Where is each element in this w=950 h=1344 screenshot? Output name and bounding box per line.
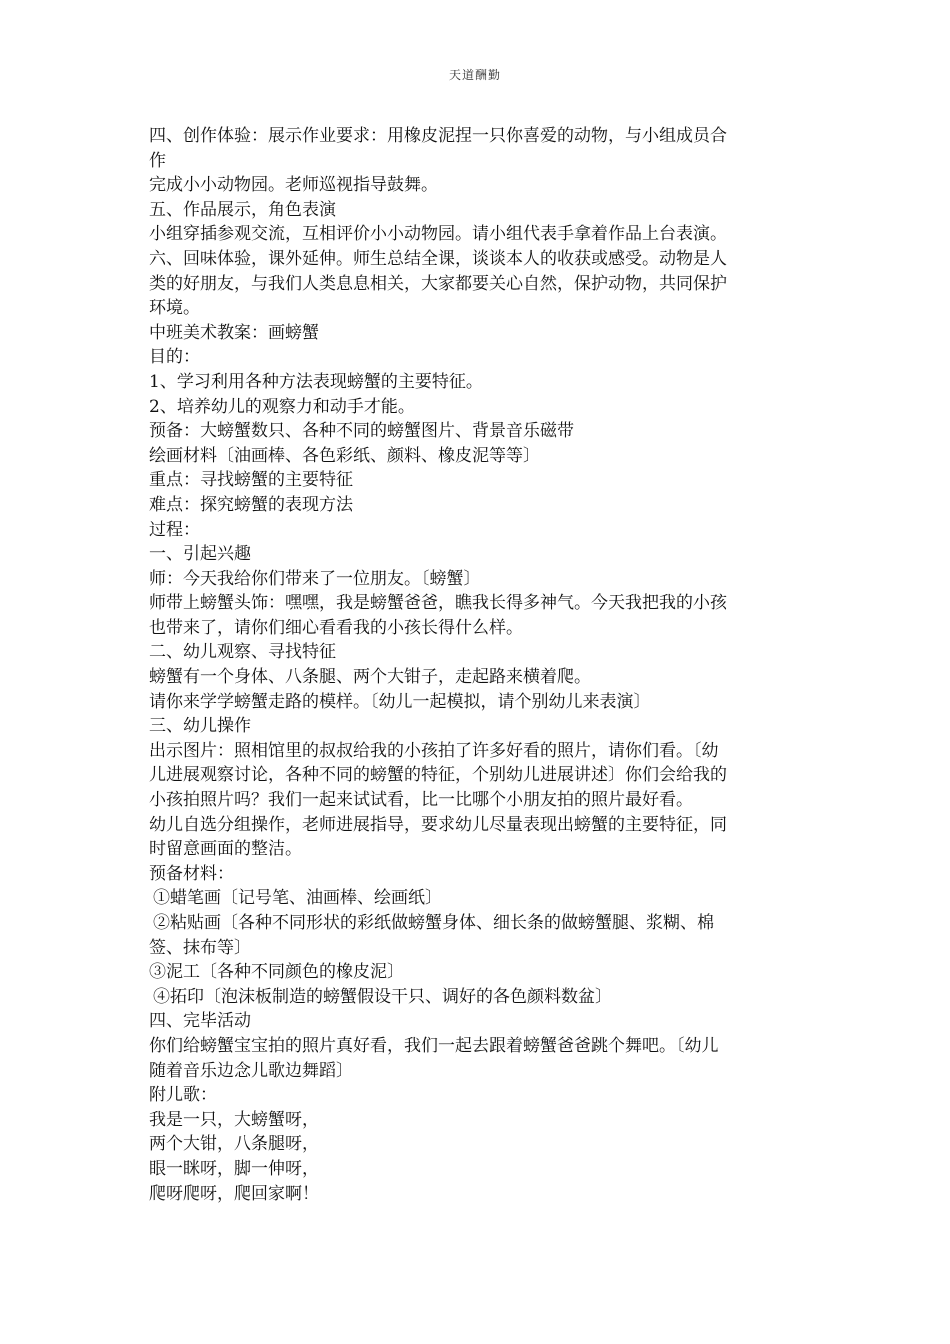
text-line: 请你来学学螃蟹走路的模样。〔幼儿一起模拟，请个别幼儿来表演〕 bbox=[149, 691, 651, 712]
text-line: 师带上螃蟹头饰：嘿嘿，我是螃蟹爸爸，瞧我长得多神气。今天我把我的小孩 bbox=[149, 593, 727, 614]
document-body bbox=[149, 124, 804, 1206]
text-line: 小孩拍照片吗？我们一起来试试看，比一比哪个小朋友拍的照片最好看。 bbox=[149, 790, 693, 811]
text-line: 过程： bbox=[149, 519, 200, 540]
text-line: 1、学习利用各种方法表现螃蟹的主要特征。 bbox=[149, 371, 483, 392]
text-line: 难点：探究螃蟹的表现方法 bbox=[149, 494, 353, 515]
song-line: 眼一眯呀，脚一伸呀， bbox=[149, 1158, 319, 1179]
text-line: 时留意画面的整洁。 bbox=[149, 839, 302, 860]
list-item: ④拓印〔泡沫板制造的螃蟹假设干只、调好的各色颜料数盆〕 bbox=[153, 986, 612, 1007]
text-line: 作 bbox=[149, 150, 166, 171]
song-line: 我是一只，大螃蟹呀， bbox=[149, 1109, 319, 1130]
page-header: 天道酬勤 bbox=[448, 68, 501, 82]
text-line: 小组穿插参观交流，互相评价小小动物园。请小组代表手拿着作品上台表演。 bbox=[149, 224, 727, 245]
text-line: 你们给螃蟹宝宝拍的照片真好看，我们一起去跟着螃蟹爸爸跳个舞吧。〔幼儿 bbox=[149, 1035, 719, 1056]
section-heading: 六、回味体验，课外延伸。师生总结全课，谈谈本人的收获或感受。动物是人 bbox=[149, 248, 727, 269]
section-heading: 五、作品展示，角色表演 bbox=[149, 199, 336, 220]
text-line: 四、创作体验：展示作业要求：用橡皮泥捏一只你喜爱的动物，与小组成员合 bbox=[149, 126, 727, 146]
text-line: 类的好朋友，与我们人类息息相关，大家都要关心自然，保护动物，共同保护 bbox=[149, 273, 727, 294]
text-line: 师：今天我给你们带来了一位朋友。〔螃蟹〕 bbox=[149, 568, 481, 589]
text-line: 绘画材料〔油画棒、各色彩纸、颜料、橡皮泥等等〕 bbox=[149, 445, 540, 466]
text-line: 环境。 bbox=[149, 298, 200, 319]
section-heading: 三、幼儿操作 bbox=[149, 716, 251, 737]
text-line: 预备：大螃蟹数只、各种不同的螃蟹图片、背景音乐磁带 bbox=[149, 421, 574, 442]
text-line: 完成小小动物园。老师巡视指导鼓舞。 bbox=[149, 175, 438, 196]
text-line: 螃蟹有一个身体、八条腿、两个大钳子，走起路来横着爬。 bbox=[149, 667, 591, 688]
list-item: ③泥工〔各种不同颜色的橡皮泥〕 bbox=[149, 962, 404, 983]
text-line: 儿进展观察讨论，各种不同的螃蟹的特征，个别幼儿进展讲述〕你们会给我的 bbox=[149, 765, 727, 786]
lesson-title: 中班美术教案：画螃蟹 bbox=[149, 322, 319, 343]
text-line: 目的： bbox=[149, 347, 200, 368]
section-heading: 一、引起兴趣 bbox=[149, 544, 251, 565]
song-line: 爬呀爬呀，爬回家啊！ bbox=[149, 1183, 319, 1204]
section-heading: 四、完毕活动 bbox=[149, 1011, 251, 1032]
song-line: 两个大钳，八条腿呀， bbox=[149, 1134, 319, 1155]
text-line: 附儿歌： bbox=[149, 1085, 217, 1106]
text-line: 幼儿自选分组操作，老师进展指导，要求幼儿尽量表现出螃蟹的主要特征，同 bbox=[149, 814, 727, 835]
list-item: ②粘贴画〔各种不同形状的彩纸做螃蟹身体、细长条的做螃蟹腿、浆糊、棉 bbox=[153, 913, 714, 933]
text-line: 出示图片：照相馆里的叔叔给我的小孩拍了许多好看的照片，请你们看。〔幼 bbox=[149, 740, 719, 761]
list-item: ①蜡笔画〔记号笔、油画棒、绘画纸〕 bbox=[153, 888, 442, 909]
section-heading: 二、幼儿观察、寻找特征 bbox=[149, 642, 336, 663]
text-line: 随着音乐边念儿歌边舞蹈〕 bbox=[149, 1060, 353, 1081]
text-line: 签、抹布等〕 bbox=[149, 937, 251, 958]
text-line: 也带来了，请你们细心看看我的小孩长得什么样。 bbox=[149, 617, 523, 638]
text-line: 重点：寻找螃蟹的主要特征 bbox=[149, 470, 353, 491]
text-line: 2、培养幼儿的观察力和动手才能。 bbox=[149, 396, 415, 417]
text-line: 预备材料： bbox=[149, 863, 234, 884]
